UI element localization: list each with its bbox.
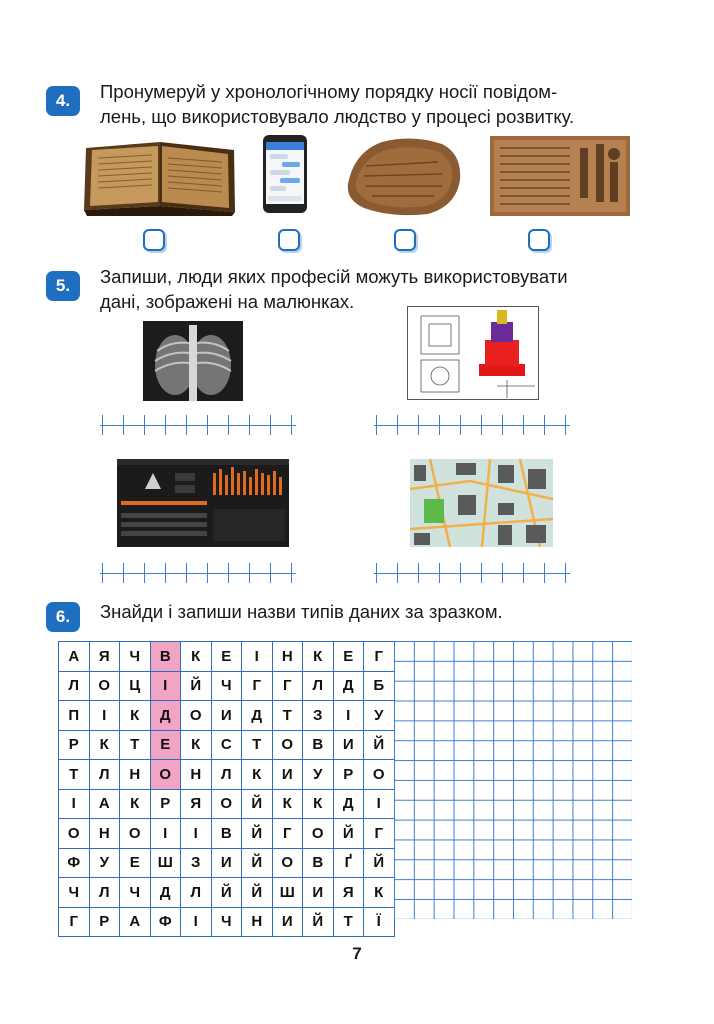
grid-letter-cell[interactable]: У — [89, 848, 120, 878]
grid-row — [59, 760, 395, 790]
grid-letter-cell[interactable]: Д — [150, 878, 181, 908]
task-5-line-2: дані, зображені на малюнках. — [100, 291, 355, 312]
grid-letter-cell[interactable]: В — [303, 848, 334, 878]
grid-letter-cell[interactable]: К — [120, 789, 151, 819]
grid-letter-cell[interactable]: Д — [150, 701, 181, 731]
smartphone-image — [262, 134, 308, 214]
grid-letter-cell[interactable]: К — [181, 642, 212, 672]
grid-letter-cell[interactable]: Й — [364, 730, 395, 760]
grid-letter-cell[interactable]: Я — [181, 789, 212, 819]
grid-letter-cell[interactable]: І — [364, 789, 395, 819]
grid-letter-cell[interactable]: Ч — [211, 671, 242, 701]
grid-letter-cell[interactable]: К — [303, 789, 334, 819]
old-book-image — [82, 134, 237, 216]
task-4-line-1: Пронумеруй у хронологічному порядку носії повідом- — [100, 81, 558, 102]
grid-letter-cell[interactable]: Й — [333, 819, 364, 849]
grid-letter-cell[interactable]: Ч — [211, 907, 242, 937]
grid-letter-cell[interactable]: І — [333, 701, 364, 731]
grid-letter-cell[interactable]: О — [150, 760, 181, 790]
grid-letter-cell[interactable]: Й — [242, 819, 273, 849]
grid-letter-cell[interactable]: Т — [242, 730, 273, 760]
grid-letter-cell[interactable]: І — [181, 907, 212, 937]
grid-letter-cell[interactable]: И — [333, 730, 364, 760]
grid-row — [59, 907, 395, 937]
task-4-badge: 4. — [46, 86, 80, 116]
grid-row — [59, 642, 395, 672]
grid-letter-cell[interactable]: Ї — [364, 907, 395, 937]
grid-letter-cell[interactable]: К — [303, 642, 334, 672]
grid-letter-cell[interactable]: П — [59, 701, 90, 731]
order-checkbox-book[interactable] — [143, 229, 165, 251]
grid-letter-cell[interactable]: З — [181, 848, 212, 878]
grid-letter-cell[interactable]: Й — [364, 848, 395, 878]
grid-letter-cell[interactable]: Е — [333, 642, 364, 672]
answer-line-audio[interactable] — [100, 563, 296, 583]
grid-letter-cell[interactable]: Ш — [272, 878, 303, 908]
grid-letter-cell[interactable]: Л — [89, 760, 120, 790]
answer-line-xray[interactable] — [100, 415, 296, 435]
grid-letter-cell[interactable]: К — [242, 760, 273, 790]
grid-letter-cell[interactable]: І — [89, 701, 120, 731]
grid-letter-cell[interactable]: О — [364, 760, 395, 790]
grid-letter-cell[interactable]: Р — [59, 730, 90, 760]
papyrus-image — [490, 134, 630, 218]
grid-letter-cell[interactable]: К — [89, 730, 120, 760]
grid-letter-cell[interactable]: Й — [242, 848, 273, 878]
grid-letter-cell[interactable]: О — [181, 701, 212, 731]
grid-letter-cell[interactable]: О — [303, 819, 334, 849]
task-6-badge: 6. — [46, 602, 80, 632]
answer-line-drawing[interactable] — [374, 415, 570, 435]
task-6-text: Знайди і запиши назви типів даних за зразком. — [100, 601, 503, 622]
grid-letter-cell[interactable]: Ф — [150, 907, 181, 937]
task-5-badge: 5. — [46, 271, 80, 301]
grid-letter-cell[interactable]: В — [150, 642, 181, 672]
xray-image — [143, 321, 243, 401]
grid-letter-cell[interactable]: Т — [120, 730, 151, 760]
grid-letter-cell[interactable]: Ґ — [333, 848, 364, 878]
grid-row — [59, 701, 395, 731]
grid-letter-cell[interactable]: У — [364, 701, 395, 731]
grid-letter-cell[interactable]: О — [211, 789, 242, 819]
grid-letter-cell[interactable]: Ч — [120, 642, 151, 672]
grid-letter-cell[interactable]: О — [272, 730, 303, 760]
grid-letter-cell[interactable]: Е — [150, 730, 181, 760]
grid-letter-cell[interactable]: Л — [89, 878, 120, 908]
grid-letter-cell[interactable]: Л — [181, 878, 212, 908]
grid-letter-cell[interactable]: І — [150, 671, 181, 701]
grid-letter-cell[interactable]: К — [120, 701, 151, 731]
page-number: 7 — [352, 944, 362, 963]
grid-letter-cell[interactable]: Т — [272, 701, 303, 731]
grid-letter-cell[interactable]: Г — [272, 819, 303, 849]
grid-letter-cell[interactable]: И — [303, 878, 334, 908]
grid-letter-cell[interactable]: Л — [211, 760, 242, 790]
grid-letter-cell[interactable]: Т — [59, 760, 90, 790]
grid-letter-cell[interactable]: А — [89, 789, 120, 819]
order-checkbox-clay-tablet[interactable] — [394, 229, 416, 251]
grid-letter-cell[interactable]: Р — [89, 907, 120, 937]
grid-letter-cell[interactable]: Г — [242, 671, 273, 701]
grid-letter-cell[interactable]: О — [272, 848, 303, 878]
grid-letter-cell[interactable]: Й — [242, 878, 273, 908]
grid-letter-cell[interactable]: Ц — [120, 671, 151, 701]
grid-row — [59, 730, 395, 760]
grid-letter-cell[interactable]: Н — [120, 760, 151, 790]
order-checkbox-smartphone[interactable] — [278, 229, 300, 251]
task-5-line-1: Запиши, люди яких професій можуть використовувати — [100, 266, 568, 287]
grid-letter-cell[interactable]: Р — [150, 789, 181, 819]
grid-letter-cell[interactable]: І — [181, 819, 212, 849]
grid-letter-cell[interactable]: Г — [364, 819, 395, 849]
grid-letter-cell[interactable]: О — [89, 671, 120, 701]
grid-letter-cell[interactable]: Д — [333, 671, 364, 701]
grid-letter-cell[interactable]: Л — [59, 671, 90, 701]
grid-letter-cell[interactable]: Т — [333, 907, 364, 937]
grid-letter-cell[interactable]: Г — [59, 907, 90, 937]
grid-letter-cell[interactable]: Й — [303, 907, 334, 937]
grid-letter-cell[interactable]: Ф — [59, 848, 90, 878]
grid-letter-cell[interactable]: Н — [272, 642, 303, 672]
grid-letter-cell[interactable]: С — [211, 730, 242, 760]
grid-letter-cell[interactable]: В — [211, 819, 242, 849]
grid-letter-cell[interactable]: К — [181, 730, 212, 760]
grid-letter-cell[interactable]: Ч — [59, 878, 90, 908]
grid-row — [59, 848, 395, 878]
grid-letter-cell[interactable]: И — [211, 701, 242, 731]
grid-letter-cell[interactable]: В — [303, 730, 334, 760]
clay-tablet-image — [342, 132, 466, 218]
grid-letter-cell[interactable]: І — [150, 819, 181, 849]
grid-letter-cell[interactable]: Й — [211, 878, 242, 908]
grid-letter-cell[interactable]: І — [59, 789, 90, 819]
grid-letter-cell[interactable]: Ч — [120, 878, 151, 908]
audio-software-image — [117, 459, 289, 547]
grid-letter-cell[interactable]: І — [242, 642, 273, 672]
grid-letter-cell[interactable]: Д — [333, 789, 364, 819]
task-4-text — [100, 79, 574, 129]
grid-letter-cell[interactable]: И — [272, 760, 303, 790]
grid-letter-cell[interactable]: А — [59, 642, 90, 672]
grid-letter-cell[interactable]: Е — [211, 642, 242, 672]
grid-letter-cell[interactable]: А — [120, 907, 151, 937]
answer-line-map[interactable] — [374, 563, 570, 583]
grid-row — [59, 878, 395, 908]
grid-row — [59, 789, 395, 819]
grid-letter-cell[interactable]: Б — [364, 671, 395, 701]
grid-row — [59, 819, 395, 849]
grid-letter-cell[interactable]: К — [364, 878, 395, 908]
grid-letter-cell[interactable]: Я — [89, 642, 120, 672]
grid-letter-cell[interactable]: Н — [242, 907, 273, 937]
grid-letter-cell[interactable]: О — [59, 819, 90, 849]
task-4-line-2: лень, що використовувало людство у процесі розвитку. — [100, 106, 575, 127]
grid-letter-cell[interactable]: Г — [272, 671, 303, 701]
grid-letter-cell[interactable]: Р — [333, 760, 364, 790]
grid-letter-cell[interactable]: Н — [181, 760, 212, 790]
grid-row — [59, 671, 395, 701]
grid-letter-cell[interactable]: И — [211, 848, 242, 878]
grid-letter-cell[interactable]: Д — [242, 701, 273, 731]
order-checkbox-papyrus[interactable] — [528, 229, 550, 251]
word-search-grid — [58, 641, 395, 937]
grid-letter-cell[interactable]: У — [303, 760, 334, 790]
grid-letter-cell[interactable]: Я — [333, 878, 364, 908]
grid-letter-cell[interactable]: О — [120, 819, 151, 849]
grid-letter-cell[interactable]: Е — [120, 848, 151, 878]
grid-letter-cell[interactable]: Н — [89, 819, 120, 849]
grid-letter-cell[interactable]: Й — [242, 789, 273, 819]
grid-letter-cell[interactable]: И — [272, 907, 303, 937]
grid-letter-cell[interactable]: Л — [303, 671, 334, 701]
grid-letter-cell[interactable]: Й — [181, 671, 212, 701]
grid-letter-cell[interactable]: Ш — [150, 848, 181, 878]
grid-letter-cell[interactable]: З — [303, 701, 334, 731]
map-image — [410, 459, 553, 547]
technical-drawing-image — [407, 306, 539, 400]
answer-grid-paper[interactable] — [394, 641, 632, 919]
grid-letter-cell[interactable]: Г — [364, 642, 395, 672]
grid-letter-cell[interactable]: К — [272, 789, 303, 819]
